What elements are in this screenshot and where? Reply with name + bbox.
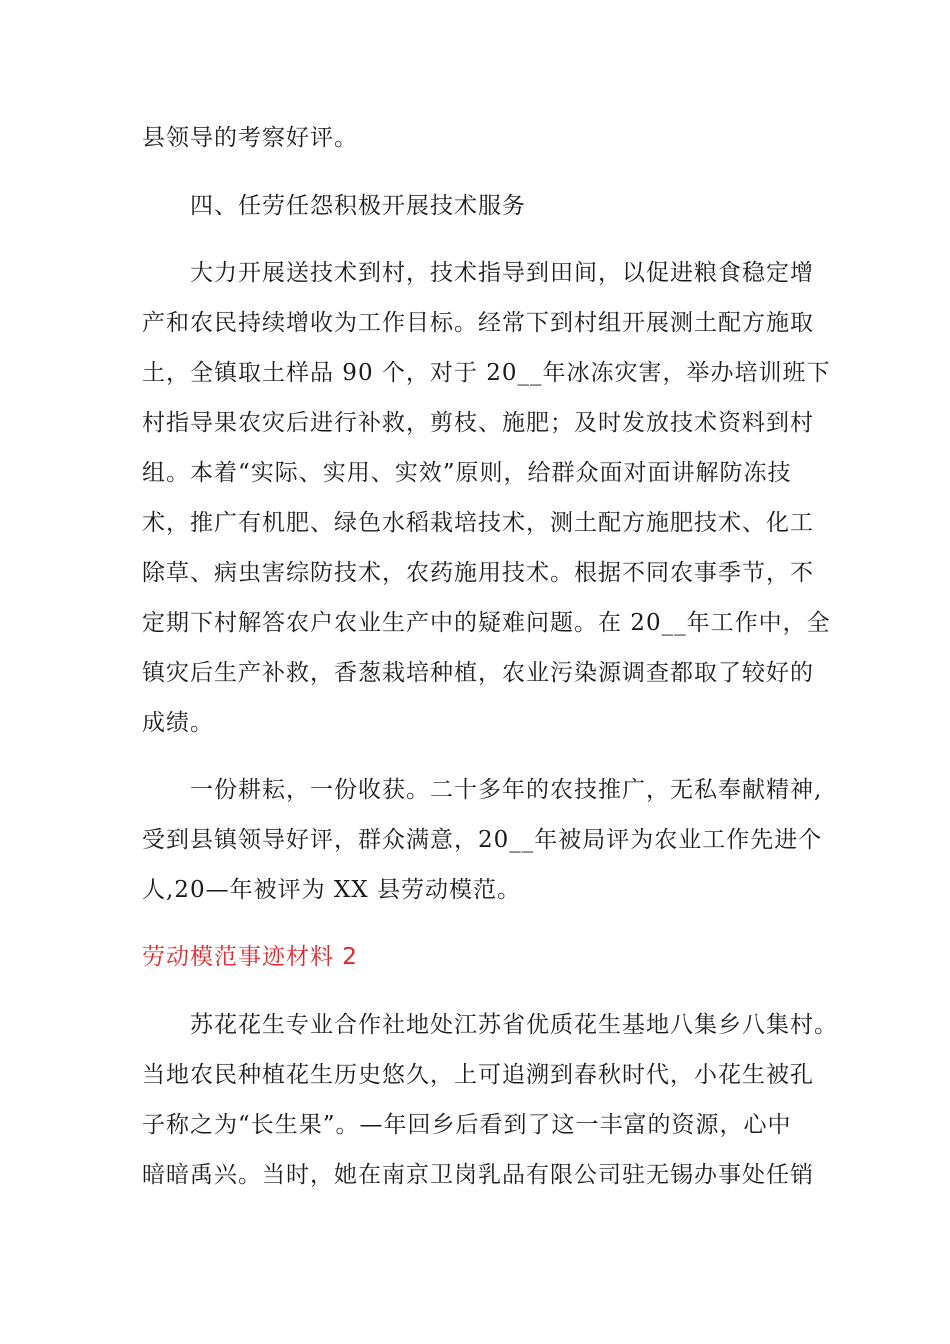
paragraph-line: 定期下村解答农户农业生产中的疑难问题。在 20__年工作中，全 [142,610,831,636]
paragraph-line: 暗暗禹兴。当时，她在南京卫岗乳品有限公司驻无锡办事处任销 [142,1162,814,1188]
paragraph-line: 一份耕耘，一份收获。二十多年的农技推广，无私奉献精神, [190,777,823,803]
paragraph-line: 除草、病虫害综防技术，农药施用技术。根据不同农事季节，不 [142,560,814,586]
paragraph-line: 大力开展送技术到村，技术指导到田间，以促进粮食稳定增 [190,260,814,286]
paragraph-line: 苏花花生专业合作社地处江苏省优质花生基地八集乡八集村。 [190,1012,838,1038]
paragraph-line: 成绩。 [142,710,214,736]
paragraph-line: 组。本着“实际、实用、实效”原则，给群众面对面讲解防冻技 [142,460,792,486]
paragraph-line: 子称之为“长生果”。—年回乡后看到了这一丰富的资源，心中 [142,1112,792,1138]
paragraph-line: 县领导的考察好评。 [142,125,358,151]
paragraph-line: 当地农民种植花生历史悠久，上可追溯到春秋时代，小花生被孔 [142,1062,814,1088]
paragraph-line: 村指导果农灾后进行补救，剪枝、施肥；及时发放技术资料到村 [142,410,814,436]
section-heading: 劳动模范事迹材料 2 [142,944,358,970]
paragraph-line: 土，全镇取土样品 90 个，对于 20__年冰冻灾害，举办培训班下 [142,360,831,386]
paragraph-line: 受到县镇领导好评，群众满意，20__年被局评为农业工作先进个 [142,827,823,853]
paragraph-line: 镇灾后生产补救，香葱栽培种植，农业污染源调查都取了较好的 [142,660,814,686]
paragraph-line: 产和农民持续增收为工作目标。经常下到村组开展测土配方施取 [142,310,814,336]
section-heading-four: 四、任劳任怨积极开展技术服务 [190,193,526,219]
paragraph-line: 术，推广有机肥、绿色水稻栽培技术，测土配方施肥技术、化工 [142,510,814,536]
paragraph-line: 人,20—年被评为 XX 县劳动模范。 [142,877,521,903]
